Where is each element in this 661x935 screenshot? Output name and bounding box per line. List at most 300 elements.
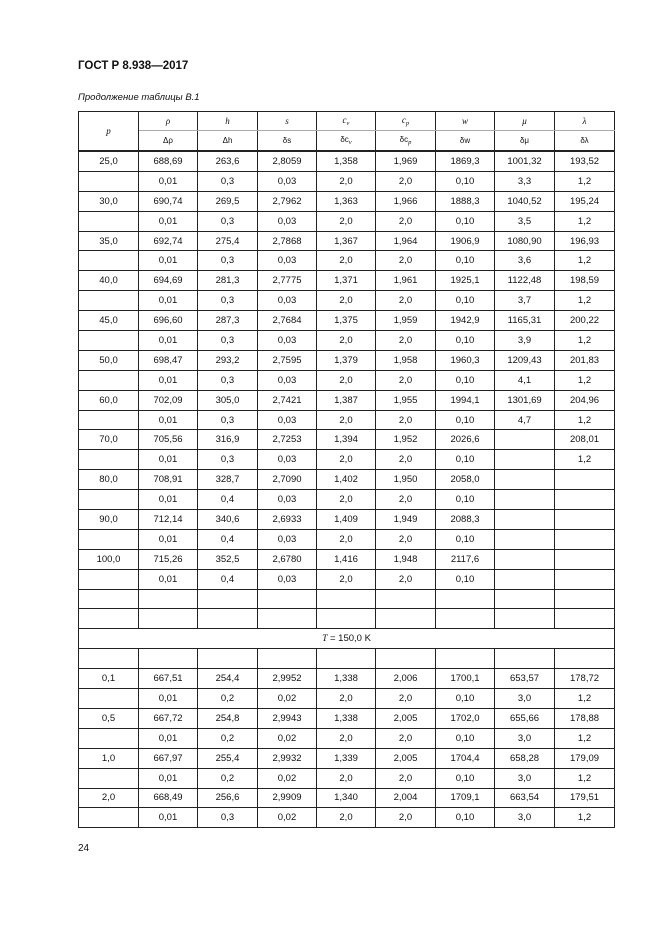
table-cell bbox=[436, 609, 495, 629]
table-cell: 352,5 bbox=[198, 549, 258, 569]
table-cell bbox=[376, 589, 436, 609]
table-cell: 1,958 bbox=[376, 350, 436, 370]
table-cell: 0,01 bbox=[139, 808, 198, 828]
table-cell: 1,2 bbox=[555, 171, 615, 191]
table-cell: 667,72 bbox=[139, 708, 198, 728]
header-d-h: Δh bbox=[198, 131, 258, 152]
table-cell bbox=[436, 649, 495, 669]
table-cell: 2,006 bbox=[376, 669, 436, 689]
table-cell: 2,7868 bbox=[258, 231, 317, 251]
table-cell bbox=[555, 569, 615, 589]
table-row bbox=[79, 510, 615, 530]
table-cell: 2,0 bbox=[376, 689, 436, 709]
table-cell: 2,005 bbox=[376, 748, 436, 768]
table-cell bbox=[139, 649, 198, 669]
table-cell bbox=[555, 549, 615, 569]
table-cell: 45,0 bbox=[79, 311, 139, 331]
table-cell: 1869,3 bbox=[436, 151, 495, 171]
table-cell: 1,367 bbox=[317, 231, 376, 251]
header-d-cv: $\delta c_v$ bbox=[317, 131, 376, 152]
table-cell: 0,3 bbox=[198, 450, 258, 470]
table-row bbox=[79, 231, 615, 251]
table-row bbox=[79, 151, 615, 171]
table-cell: 179,09 bbox=[555, 748, 615, 768]
table-row bbox=[79, 390, 615, 410]
table-cell: 2,7253 bbox=[258, 430, 317, 450]
table-cell: 0,3 bbox=[198, 331, 258, 351]
table-cell: 0,2 bbox=[198, 728, 258, 748]
table-cell: 1,2 bbox=[555, 808, 615, 828]
table-cell: 1,2 bbox=[555, 728, 615, 748]
table-cell: 2,0 bbox=[317, 410, 376, 430]
table-cell bbox=[79, 649, 139, 669]
header-w: w bbox=[436, 112, 495, 131]
table-row bbox=[79, 490, 615, 510]
table-cell: 0,10 bbox=[436, 808, 495, 828]
table-cell: 3,0 bbox=[495, 768, 555, 788]
table-cell: 0,3 bbox=[198, 291, 258, 311]
table-cell: 1,358 bbox=[317, 151, 376, 171]
table-cell: 0,10 bbox=[436, 370, 495, 390]
table-cell bbox=[79, 490, 139, 510]
table-cell bbox=[79, 251, 139, 271]
table-cell: 1925,1 bbox=[436, 271, 495, 291]
table-cell: 193,52 bbox=[555, 151, 615, 171]
header-d-w: δw bbox=[436, 131, 495, 152]
table-cell bbox=[79, 410, 139, 430]
table-cell: 0,2 bbox=[198, 689, 258, 709]
table-cell bbox=[495, 490, 555, 510]
table-cell: 3,9 bbox=[495, 331, 555, 351]
table-cell: 667,97 bbox=[139, 748, 198, 768]
table-cell: 90,0 bbox=[79, 510, 139, 530]
table-cell bbox=[198, 649, 258, 669]
table-cell: 1,338 bbox=[317, 669, 376, 689]
table-cell: 0,01 bbox=[139, 291, 198, 311]
table-cell bbox=[495, 529, 555, 549]
table-row bbox=[79, 271, 615, 291]
table-cell: 1,959 bbox=[376, 311, 436, 331]
table-cell: 2,0 bbox=[79, 788, 139, 808]
table-cell: 1,363 bbox=[317, 191, 376, 211]
table-cell: 2026,6 bbox=[436, 430, 495, 450]
table-cell: 2088,3 bbox=[436, 510, 495, 530]
table-cell bbox=[79, 529, 139, 549]
table-cell: 2,7684 bbox=[258, 311, 317, 331]
table-cell: 1888,3 bbox=[436, 191, 495, 211]
table-cell: 178,88 bbox=[555, 708, 615, 728]
table-cell bbox=[79, 808, 139, 828]
table-cell: 663,54 bbox=[495, 788, 555, 808]
table-cell: 2,0 bbox=[317, 768, 376, 788]
table-cell: 653,57 bbox=[495, 669, 555, 689]
header-d-cp: $\delta c_p$ bbox=[376, 131, 436, 152]
table-cell: 0,4 bbox=[198, 569, 258, 589]
table-row bbox=[79, 569, 615, 589]
table-row bbox=[79, 768, 615, 788]
table-cell bbox=[139, 589, 198, 609]
table-cell: 694,69 bbox=[139, 271, 198, 291]
table-cell: 2,8059 bbox=[258, 151, 317, 171]
table-cell: 0,3 bbox=[198, 370, 258, 390]
table-cell: 1,2 bbox=[555, 370, 615, 390]
table-cell: 0,01 bbox=[139, 171, 198, 191]
table-cell: 316,9 bbox=[198, 430, 258, 450]
table-cell: 0,3 bbox=[198, 410, 258, 430]
table-cell bbox=[495, 549, 555, 569]
table-cell bbox=[555, 589, 615, 609]
table-cell: 658,28 bbox=[495, 748, 555, 768]
table-cell bbox=[79, 211, 139, 231]
table-cell: 100,0 bbox=[79, 549, 139, 569]
table-row bbox=[79, 549, 615, 569]
table-cell: 254,4 bbox=[198, 669, 258, 689]
table-cell: 0,03 bbox=[258, 450, 317, 470]
table-cell: 715,26 bbox=[139, 549, 198, 569]
table-cell: 1,338 bbox=[317, 708, 376, 728]
table-cell: 1994,1 bbox=[436, 390, 495, 410]
table-cell: 0,03 bbox=[258, 370, 317, 390]
table-cell bbox=[79, 609, 139, 629]
table-cell: 2,0 bbox=[317, 450, 376, 470]
table-row bbox=[79, 470, 615, 490]
table-cell: 1001,32 bbox=[495, 151, 555, 171]
table-cell: 1,371 bbox=[317, 271, 376, 291]
table-cell: 1,340 bbox=[317, 788, 376, 808]
table-cell: 1,2 bbox=[555, 251, 615, 271]
table-row bbox=[79, 311, 615, 331]
table-cell bbox=[79, 689, 139, 709]
document-code: ГОСТ Р 8.938—2017 bbox=[78, 60, 189, 72]
table-cell: 0,01 bbox=[139, 768, 198, 788]
table-cell: 1,955 bbox=[376, 390, 436, 410]
table-cell: 3,3 bbox=[495, 171, 555, 191]
table-cell: 2,0 bbox=[317, 171, 376, 191]
table-cell: 0,10 bbox=[436, 331, 495, 351]
table-row bbox=[79, 370, 615, 390]
table-cell bbox=[79, 171, 139, 191]
table-cell: 0,3 bbox=[198, 171, 258, 191]
table-cell: 0,10 bbox=[436, 171, 495, 191]
table-cell: 0,4 bbox=[198, 490, 258, 510]
table-cell: 1,409 bbox=[317, 510, 376, 530]
table-cell: 1,964 bbox=[376, 231, 436, 251]
table-cell: 0,10 bbox=[436, 728, 495, 748]
table-row bbox=[79, 728, 615, 748]
table-row bbox=[79, 211, 615, 231]
table-cell: 2,9952 bbox=[258, 669, 317, 689]
table-cell bbox=[317, 609, 376, 629]
table-cell: 1,950 bbox=[376, 470, 436, 490]
table-row bbox=[79, 708, 615, 728]
table-cell: 0,02 bbox=[258, 728, 317, 748]
table-cell: 178,72 bbox=[555, 669, 615, 689]
table-row bbox=[79, 669, 615, 689]
table-cell bbox=[79, 370, 139, 390]
table-cell: 708,91 bbox=[139, 470, 198, 490]
table-cell: 712,14 bbox=[139, 510, 198, 530]
table-cell: 1942,9 bbox=[436, 311, 495, 331]
header-rho: ρ bbox=[139, 112, 198, 131]
header-d-lambda: δλ bbox=[555, 131, 615, 152]
table-cell bbox=[317, 589, 376, 609]
table-cell: 201,83 bbox=[555, 350, 615, 370]
header-cv: $c_v$ bbox=[317, 112, 376, 131]
table-cell: 25,0 bbox=[79, 151, 139, 171]
table-cell: 1,416 bbox=[317, 549, 376, 569]
table-cell: 2,9932 bbox=[258, 748, 317, 768]
table-cell: 0,03 bbox=[258, 410, 317, 430]
table-cell: 60,0 bbox=[79, 390, 139, 410]
table-cell: 2,0 bbox=[317, 211, 376, 231]
table-cell: 1,2 bbox=[555, 450, 615, 470]
table-cell: 3,5 bbox=[495, 211, 555, 231]
table-cell: 2,0 bbox=[376, 291, 436, 311]
table-cell: 2,9909 bbox=[258, 788, 317, 808]
table-cell: 340,6 bbox=[198, 510, 258, 530]
table-cell: 281,3 bbox=[198, 271, 258, 291]
table-cell: 70,0 bbox=[79, 430, 139, 450]
table-cell: 287,3 bbox=[198, 311, 258, 331]
table-cell: 0,3 bbox=[198, 808, 258, 828]
table-cell: 0,01 bbox=[139, 529, 198, 549]
table-cell: 705,56 bbox=[139, 430, 198, 450]
table-cell: 2,0 bbox=[376, 808, 436, 828]
table-cell: 1,339 bbox=[317, 748, 376, 768]
table-cell: 1,379 bbox=[317, 350, 376, 370]
table-cell: 698,47 bbox=[139, 350, 198, 370]
table-cell: 1040,52 bbox=[495, 191, 555, 211]
table-cell: 1906,9 bbox=[436, 231, 495, 251]
table-cell: 2,005 bbox=[376, 708, 436, 728]
table-caption: Продолжение таблицы В.1 bbox=[78, 92, 200, 103]
table-cell: 2,7595 bbox=[258, 350, 317, 370]
table-cell: 667,51 bbox=[139, 669, 198, 689]
table-cell: 2,0 bbox=[376, 490, 436, 510]
header-d-mu: δμ bbox=[495, 131, 555, 152]
header-mu: μ bbox=[495, 112, 555, 131]
table-cell bbox=[495, 569, 555, 589]
table-cell: 0,01 bbox=[139, 251, 198, 271]
table-cell: 0,01 bbox=[139, 689, 198, 709]
table-cell: 0,10 bbox=[436, 689, 495, 709]
table-cell bbox=[258, 609, 317, 629]
table-cell bbox=[495, 649, 555, 669]
table-cell: 200,22 bbox=[555, 311, 615, 331]
table-cell: 0,03 bbox=[258, 490, 317, 510]
table-cell: 2,0 bbox=[376, 370, 436, 390]
table-cell: 0,03 bbox=[258, 211, 317, 231]
table-cell: 0,10 bbox=[436, 490, 495, 510]
table-cell: 0,10 bbox=[436, 251, 495, 271]
table-cell: 2,0 bbox=[376, 331, 436, 351]
table-cell: 0,4 bbox=[198, 529, 258, 549]
table-cell: 4,1 bbox=[495, 370, 555, 390]
table-cell: 0,5 bbox=[79, 708, 139, 728]
table-row bbox=[79, 291, 615, 311]
table-cell: 2,0 bbox=[376, 410, 436, 430]
table-cell: 0,10 bbox=[436, 211, 495, 231]
table-cell: 255,4 bbox=[198, 748, 258, 768]
table-cell: 0,01 bbox=[139, 569, 198, 589]
table-cell: 2117,6 bbox=[436, 549, 495, 569]
table-cell: 1702,0 bbox=[436, 708, 495, 728]
table-row bbox=[79, 450, 615, 470]
table-cell: 0,3 bbox=[198, 251, 258, 271]
table-cell: 2,0 bbox=[317, 569, 376, 589]
header-lambda: λ bbox=[555, 112, 615, 131]
table-cell: 2,6780 bbox=[258, 549, 317, 569]
table-cell: 1,2 bbox=[555, 291, 615, 311]
table-cell: 2,7962 bbox=[258, 191, 317, 211]
temperature-label: T = 150,0 K bbox=[79, 629, 615, 649]
table-cell: 1,949 bbox=[376, 510, 436, 530]
table-cell: 2,0 bbox=[317, 251, 376, 271]
table-cell: 1704,4 bbox=[436, 748, 495, 768]
table-cell: 0,01 bbox=[139, 370, 198, 390]
table-cell bbox=[495, 609, 555, 629]
table-cell bbox=[79, 589, 139, 609]
table-row bbox=[79, 529, 615, 549]
table-cell: 256,6 bbox=[198, 788, 258, 808]
table-cell: 3,0 bbox=[495, 728, 555, 748]
table-cell: 1709,1 bbox=[436, 788, 495, 808]
table-cell: 0,01 bbox=[139, 331, 198, 351]
table-cell bbox=[555, 609, 615, 629]
table-cell: 1,394 bbox=[317, 430, 376, 450]
table-cell bbox=[79, 728, 139, 748]
table-cell: 0,01 bbox=[139, 410, 198, 430]
table-cell bbox=[258, 589, 317, 609]
table-cell: 688,69 bbox=[139, 151, 198, 171]
table-cell: 2,0 bbox=[317, 331, 376, 351]
table-row bbox=[79, 649, 615, 669]
table-row bbox=[79, 171, 615, 191]
table-cell: 1209,43 bbox=[495, 350, 555, 370]
table-row bbox=[79, 430, 615, 450]
table-cell: 2,0 bbox=[376, 450, 436, 470]
table-cell: 269,5 bbox=[198, 191, 258, 211]
table-cell: 3,0 bbox=[495, 689, 555, 709]
table-cell: 263,6 bbox=[198, 151, 258, 171]
table-cell: 1,2 bbox=[555, 410, 615, 430]
table-cell: 2,0 bbox=[376, 569, 436, 589]
table-row bbox=[79, 589, 615, 609]
table-row bbox=[79, 251, 615, 271]
table-cell: 50,0 bbox=[79, 350, 139, 370]
table-cell bbox=[495, 430, 555, 450]
table-cell: 305,0 bbox=[198, 390, 258, 410]
table-cell: 0,03 bbox=[258, 331, 317, 351]
table-cell: 696,60 bbox=[139, 311, 198, 331]
table-cell: 1,375 bbox=[317, 311, 376, 331]
section-row bbox=[79, 629, 615, 649]
table-cell: 3,6 bbox=[495, 251, 555, 271]
table-cell: 1,0 bbox=[79, 748, 139, 768]
table-cell: 30,0 bbox=[79, 191, 139, 211]
table-cell: 2,0 bbox=[317, 689, 376, 709]
table-cell bbox=[555, 490, 615, 510]
table-row bbox=[79, 808, 615, 828]
header-d-s: δs bbox=[258, 131, 317, 152]
table-row bbox=[79, 609, 615, 629]
table-cell bbox=[376, 649, 436, 669]
table-cell: 0,10 bbox=[436, 291, 495, 311]
table-cell: 2,0 bbox=[317, 728, 376, 748]
table-cell: 0,03 bbox=[258, 529, 317, 549]
table-cell: 0,02 bbox=[258, 808, 317, 828]
table-cell bbox=[555, 529, 615, 549]
table-cell: 35,0 bbox=[79, 231, 139, 251]
table-cell: 328,7 bbox=[198, 470, 258, 490]
table-cell: 690,74 bbox=[139, 191, 198, 211]
table-cell: 2,0 bbox=[317, 370, 376, 390]
table-cell bbox=[495, 470, 555, 490]
table-cell: 1165,31 bbox=[495, 311, 555, 331]
header-cp: $c_p$ bbox=[376, 112, 436, 131]
table-cell: 254,8 bbox=[198, 708, 258, 728]
table-cell: 1,961 bbox=[376, 271, 436, 291]
table-cell: 2,9943 bbox=[258, 708, 317, 728]
table-cell: 0,02 bbox=[258, 768, 317, 788]
table-cell: 2,0 bbox=[317, 808, 376, 828]
table-cell: 2,0 bbox=[317, 490, 376, 510]
table-cell: 0,01 bbox=[139, 211, 198, 231]
table-cell: 0,3 bbox=[198, 211, 258, 231]
table-cell: 702,09 bbox=[139, 390, 198, 410]
table-cell: 0,03 bbox=[258, 251, 317, 271]
table-cell: 692,74 bbox=[139, 231, 198, 251]
table-cell: 668,49 bbox=[139, 788, 198, 808]
table-cell: 3,7 bbox=[495, 291, 555, 311]
table-row bbox=[79, 689, 615, 709]
table-cell: 2,0 bbox=[317, 291, 376, 311]
table-cell: 2,7090 bbox=[258, 470, 317, 490]
table-cell bbox=[198, 589, 258, 609]
table-cell: 0,1 bbox=[79, 669, 139, 689]
table-cell: 2,0 bbox=[376, 211, 436, 231]
table-cell: 1,969 bbox=[376, 151, 436, 171]
table-cell: 0,02 bbox=[258, 689, 317, 709]
table-cell: 1,387 bbox=[317, 390, 376, 410]
table-cell: 195,24 bbox=[555, 191, 615, 211]
table-cell bbox=[317, 649, 376, 669]
table-cell: 1,2 bbox=[555, 689, 615, 709]
table-cell: 0,03 bbox=[258, 171, 317, 191]
data-table bbox=[78, 111, 615, 828]
table-cell: 1122,48 bbox=[495, 271, 555, 291]
table-cell: 2,0 bbox=[376, 728, 436, 748]
table-cell: 2,0 bbox=[376, 529, 436, 549]
table-cell: 2,004 bbox=[376, 788, 436, 808]
table-cell: 2,7775 bbox=[258, 271, 317, 291]
table-cell: 179,51 bbox=[555, 788, 615, 808]
table-cell: 0,01 bbox=[139, 728, 198, 748]
table-cell: 1301,69 bbox=[495, 390, 555, 410]
table-cell: 196,93 bbox=[555, 231, 615, 251]
header-d-rho: Δρ bbox=[139, 131, 198, 152]
table-cell bbox=[495, 589, 555, 609]
table-cell: 2,7421 bbox=[258, 390, 317, 410]
table-cell: 0,01 bbox=[139, 450, 198, 470]
table-cell: 0,10 bbox=[436, 529, 495, 549]
table-cell: 0,03 bbox=[258, 569, 317, 589]
table-cell: 0,10 bbox=[436, 768, 495, 788]
table-cell bbox=[555, 649, 615, 669]
table-cell bbox=[79, 768, 139, 788]
table-cell bbox=[258, 649, 317, 669]
table-cell bbox=[555, 470, 615, 490]
